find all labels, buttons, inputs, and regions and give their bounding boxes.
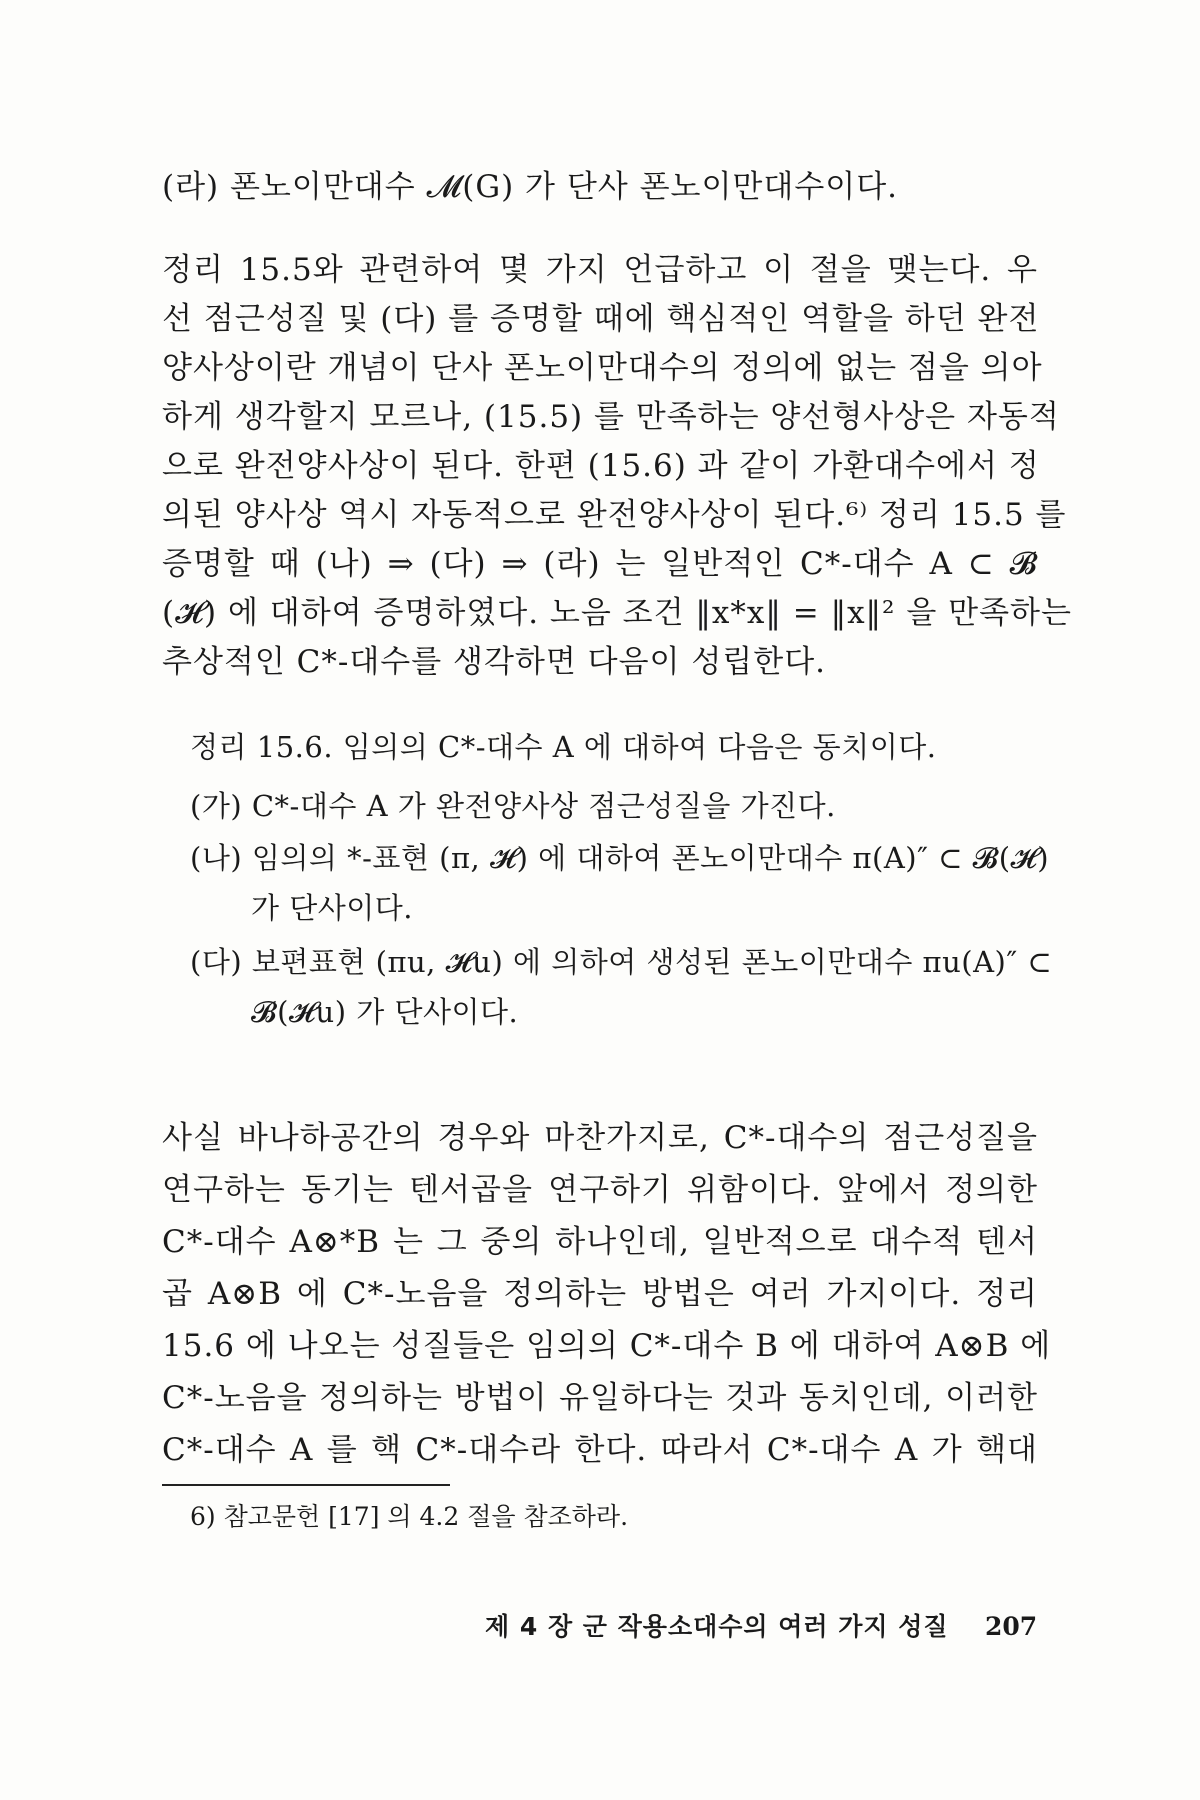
paragraph-line: 하게 생각할지 모르나, (15.5) 를 만족하는 양선형사상은 자동적	[162, 399, 1060, 435]
paragraph-line: C*-대수 A 를 핵 C*-대수라 한다. 따라서 C*-대수 A 가 핵대	[162, 1432, 1038, 1468]
paragraph-line: 15.6 에 나오는 성질들은 임의의 C*-대수 B 에 대하여 A⊗B 에	[162, 1328, 1052, 1364]
footnote-rule	[162, 1484, 450, 1486]
paragraph-line: 으로 완전양사상이 된다. 한편 (15.6) 과 같이 가환대수에서 정	[162, 448, 1040, 484]
theorem-item-na-cont: 가 단사이다.	[251, 891, 414, 925]
footnote: 6) 참고문헌 [17] 의 4.2 절을 참조하라.	[190, 1502, 629, 1531]
paragraph-line: 곱 A⊗B 에 C*-노음을 정의하는 방법은 여러 가지이다. 정리	[162, 1276, 1038, 1312]
page-number: 207	[985, 1612, 1038, 1641]
paragraph-line: C*-노음을 정의하는 방법이 유일하다는 것과 동치인데, 이러한	[162, 1380, 1038, 1416]
theorem-item-ga: (가) C*-대수 A 가 완전양사상 점근성질을 가진다.	[190, 789, 836, 823]
paragraph-line: 증명할 때 (나) ⇒ (다) ⇒ (라) 는 일반적인 C*-대수 A ⊂ 𝓑	[162, 546, 1038, 582]
paragraph-line: 추상적인 C*-대수를 생각하면 다음이 성립한다.	[162, 644, 826, 680]
paragraph-line: (𝓗) 에 대하여 증명하였다. 노음 조건 ‖x*x‖ = ‖x‖² 을 만족하는	[162, 595, 1072, 631]
paragraph-line: 정리 15.5와 관련하여 몇 가지 언급하고 이 절을 맺는다. 우	[162, 252, 1038, 288]
running-head: 제 4 장 군 작용소대수의 여러 가지 성질	[485, 1612, 949, 1641]
item-ra: (라) 폰노이만대수 𝓜(G) 가 단사 폰노이만대수이다.	[162, 169, 899, 205]
theorem-item-da: (다) 보편표현 (πu, 𝓗u) 에 의하여 생성된 폰노이만대수 πu(A)″ ⊂	[190, 945, 1053, 979]
paragraph-line: 연구하는 동기는 텐서곱을 연구하기 위함이다. 앞에서 정의한	[162, 1172, 1038, 1208]
theorem-item-na: (나) 임의의 *-표현 (π, 𝓗) 에 대하여 폰노이만대수 π(A)″ ⊂ 𝓑(𝓗)	[190, 841, 1050, 875]
paragraph-line: C*-대수 A⊗*B 는 그 중의 하나인데, 일반적으로 대수적 텐서	[162, 1224, 1038, 1260]
theorem-heading: 정리 15.6. 임의의 C*-대수 A 에 대하여 다음은 동치이다.	[190, 730, 937, 764]
paragraph-line: 사실 바나하공간의 경우와 마찬가지로, C*-대수의 점근성질을	[162, 1120, 1038, 1156]
paragraph-line: 의된 양사상 역시 자동적으로 완전양사상이 된다.⁶⁾ 정리 15.5 를	[162, 497, 1067, 533]
paragraph-line: 선 점근성질 및 (다) 를 증명할 때에 핵심적인 역할을 하던 완전	[162, 301, 1040, 337]
theorem-item-da-cont: 𝓑(𝓗u) 가 단사이다.	[251, 995, 519, 1029]
paragraph-line: 양사상이란 개념이 단사 폰노이만대수의 정의에 없는 점을 의아	[162, 350, 1043, 386]
